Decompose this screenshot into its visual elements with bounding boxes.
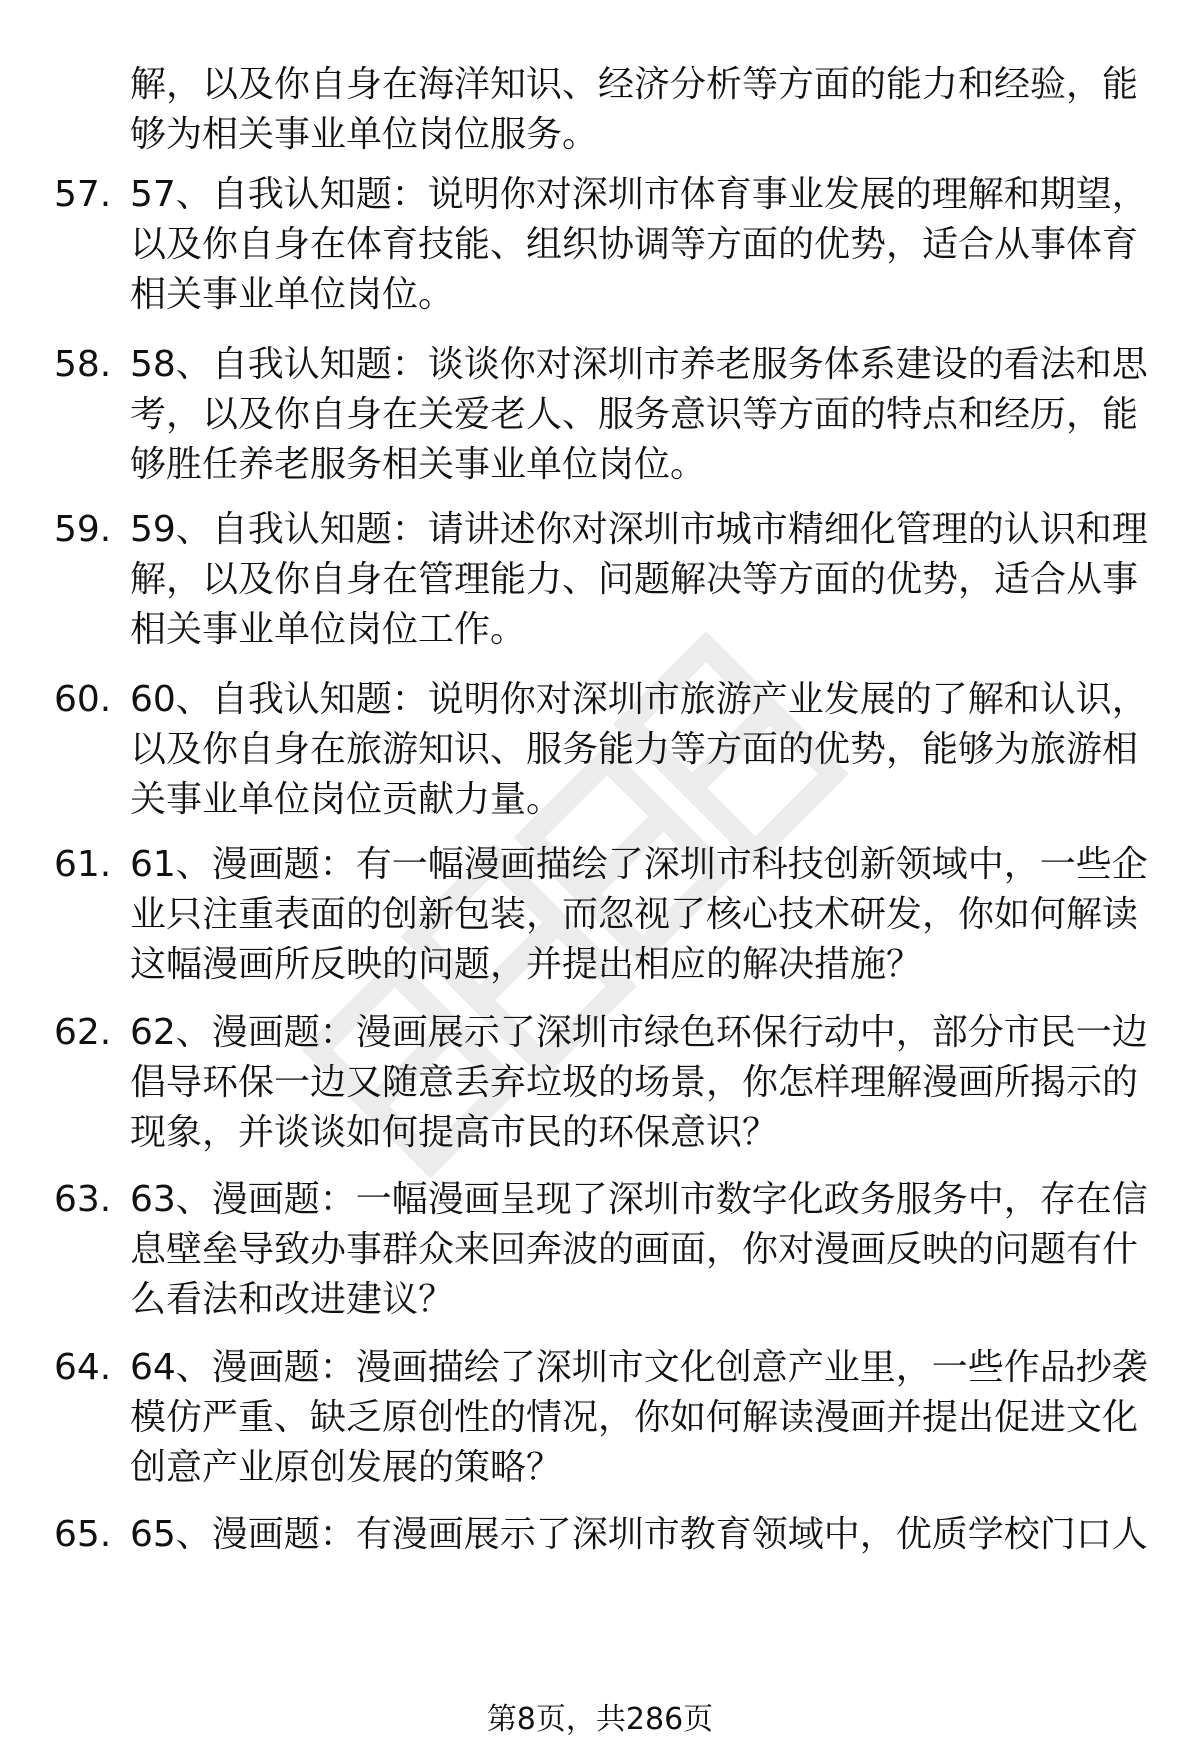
text-line: 够为相关事业单位岗位服务。 bbox=[130, 114, 599, 155]
text-line: 62、漫画题：漫画展示了深圳市绿色环保行动中，部分市民一边 bbox=[130, 1012, 1148, 1053]
text-line: 解，以及你自身在海洋知识、经济分析等方面的能力和经验，能 bbox=[130, 64, 1139, 105]
text-line: 倡导环保一边又随意丢弃垃圾的场景，你怎样理解漫画所揭示的 bbox=[130, 1062, 1139, 1103]
list-item-number: 62. bbox=[54, 1012, 112, 1053]
text-line: 61、漫画题：有一幅漫画描绘了深圳市科技创新领域中，一些企 bbox=[130, 844, 1148, 885]
text-line: 现象，并谈谈如何提高市民的环保意识？ bbox=[130, 1112, 779, 1153]
text-line: 关事业单位岗位贡献力量。 bbox=[130, 779, 563, 820]
text-line: 以及你自身在旅游知识、服务能力等方面的优势，能够为旅游相 bbox=[130, 729, 1139, 770]
text-line: 相关事业单位岗位。 bbox=[130, 274, 455, 315]
text-line: 考，以及你自身在关爱老人、服务意识等方面的特点和经历，能 bbox=[130, 394, 1139, 435]
text-line: 以及你自身在体育技能、组织协调等方面的优势，适合从事体育 bbox=[130, 224, 1139, 265]
list-item-text bbox=[130, 340, 1150, 490]
list-item-number: 59. bbox=[54, 509, 112, 550]
list-item-number: 61. bbox=[54, 844, 112, 885]
text-line: 64、漫画题：漫画描绘了深圳市文化创意产业里，一些作品抄袭 bbox=[130, 1347, 1148, 1388]
text-line: 创意产业原创发展的策略？ bbox=[130, 1447, 563, 1488]
list-item-number: 60. bbox=[54, 679, 112, 720]
list-item-number: 64. bbox=[54, 1347, 112, 1388]
text-line: 息壁垒导致办事群众来回奔波的画面，你对漫画反映的问题有什 bbox=[130, 1229, 1139, 1270]
text-line: 59、自我认知题：请讲述你对深圳市城市精细化管理的认识和理 bbox=[130, 509, 1148, 550]
list-item-text bbox=[130, 505, 1150, 655]
text-line: 够胜任养老服务相关事业单位岗位。 bbox=[130, 444, 707, 485]
text-line: 解，以及你自身在管理能力、问题解决等方面的优势，适合从事 bbox=[130, 559, 1139, 600]
text-line: 60、自我认知题：说明你对深圳市旅游产业发展的了解和认识， bbox=[130, 679, 1148, 720]
list-item-text bbox=[130, 840, 1150, 990]
list-item-number: 57. bbox=[54, 174, 112, 215]
page-number-footer: 第8页，共286页 bbox=[486, 1702, 714, 1737]
text-line: 63、漫画题：一幅漫画呈现了深圳市数字化政务服务中，存在信 bbox=[130, 1179, 1148, 1220]
list-item-number: 58. bbox=[54, 344, 112, 385]
text-line: 业只注重表面的创新包装，而忽视了核心技术研发，你如何解读 bbox=[130, 894, 1139, 935]
text-line: 模仿严重、缺乏原创性的情况，你如何解读漫画并提出促进文化 bbox=[130, 1397, 1139, 1438]
text-line: 相关事业单位岗位工作。 bbox=[130, 609, 527, 650]
list-item-text bbox=[130, 1343, 1150, 1493]
list-item-text bbox=[130, 675, 1150, 825]
list-item-text bbox=[130, 170, 1150, 320]
list-item-text bbox=[130, 1175, 1150, 1325]
text-line: 这幅漫画所反映的问题，并提出相应的解决措施？ bbox=[130, 944, 923, 985]
text-line: 57、自我认知题：说明你对深圳市体育事业发展的理解和期望， bbox=[130, 174, 1148, 215]
list-item-number: 65. bbox=[54, 1514, 112, 1555]
text-line: 58、自我认知题：谈谈你对深圳市养老服务体系建设的看法和思 bbox=[130, 344, 1148, 385]
list-item-text bbox=[130, 1008, 1150, 1158]
text-line: 65、漫画题：有漫画展示了深圳市教育领域中，优质学校门口人 bbox=[130, 1514, 1148, 1555]
list-item-text bbox=[130, 1510, 1150, 1560]
list-item-number: 63. bbox=[54, 1179, 112, 1220]
text-line: 么看法和改进建议？ bbox=[130, 1279, 455, 1320]
